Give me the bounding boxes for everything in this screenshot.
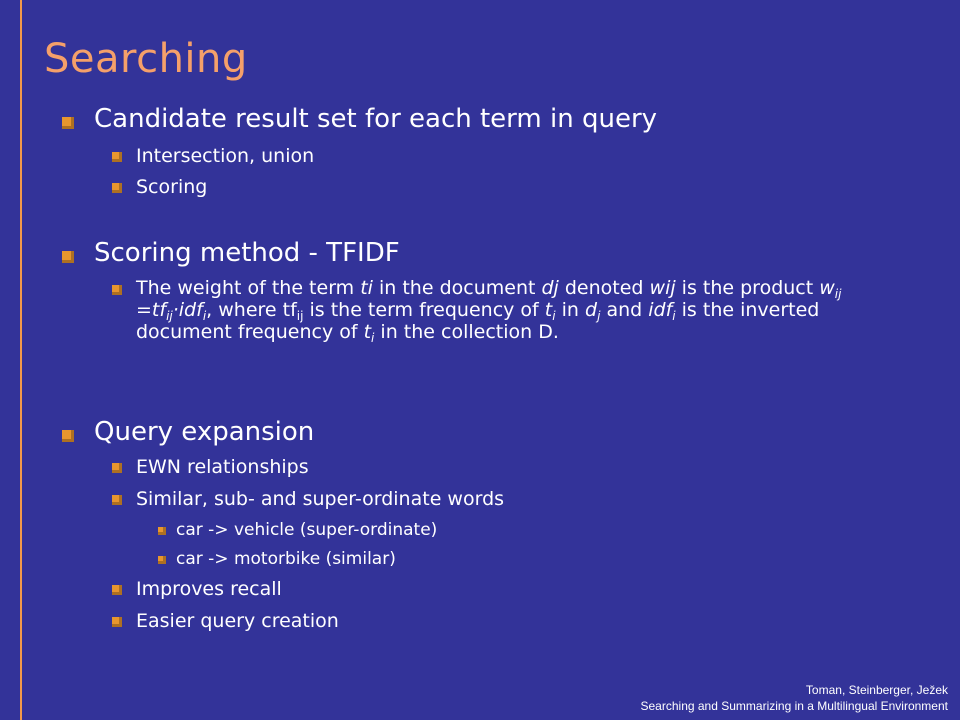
bullet-square-icon xyxy=(112,463,122,473)
bullet-candidate: Candidate result set for each term in query xyxy=(94,104,658,134)
bullet-square-icon xyxy=(62,430,74,442)
weight-definition-paragraph: The weight of the term ti in the document dj denoted wij is the product $w_{ij} =tf_{ij}\cdot idf_i$, where $tf_{ij}$ is the term frequency of $t_i$ in $d_j$ and idf$_i$ is the inverted document frequency of $t_i$ in the collection D. xyxy=(136,277,842,345)
bullet-recall: Improves recall xyxy=(136,578,282,600)
footer-talk-title: Searching and Summarizing in a Multilingual Environment xyxy=(640,699,948,713)
bullet-square-icon xyxy=(112,585,122,595)
bullet-square-icon xyxy=(62,251,74,263)
footer-authors: Toman, Steinberger, Ježek xyxy=(805,683,948,697)
bullet-scoring: Scoring xyxy=(136,176,208,198)
bullet-easier: Easier query creation xyxy=(136,610,339,632)
bullet-square-icon xyxy=(112,285,122,295)
bullet-intersection: Intersection, union xyxy=(136,145,315,167)
slide-footer xyxy=(641,682,949,714)
bullet-square-icon xyxy=(112,183,122,193)
bullet-similar: Similar, sub- and super-ordinate words xyxy=(136,488,505,510)
bullet-scoring-method: Scoring method - TFIDF xyxy=(94,238,400,268)
bullet-square-icon xyxy=(112,617,122,627)
slide-title: Searching xyxy=(44,36,248,82)
bullet-ewn: EWN relationships xyxy=(136,456,309,478)
bullet-square-icon xyxy=(158,556,166,564)
bullet-car-motorbike: car -> motorbike (similar) xyxy=(176,549,396,569)
bullet-square-icon xyxy=(112,495,122,505)
bullet-query-expansion: Query expansion xyxy=(94,417,315,447)
bullet-square-icon xyxy=(158,527,166,535)
bullet-square-icon xyxy=(112,152,122,162)
left-accent-rule xyxy=(0,0,22,720)
bullet-square-icon xyxy=(62,117,74,129)
bullet-car-vehicle: car -> vehicle (super-ordinate) xyxy=(176,520,438,540)
